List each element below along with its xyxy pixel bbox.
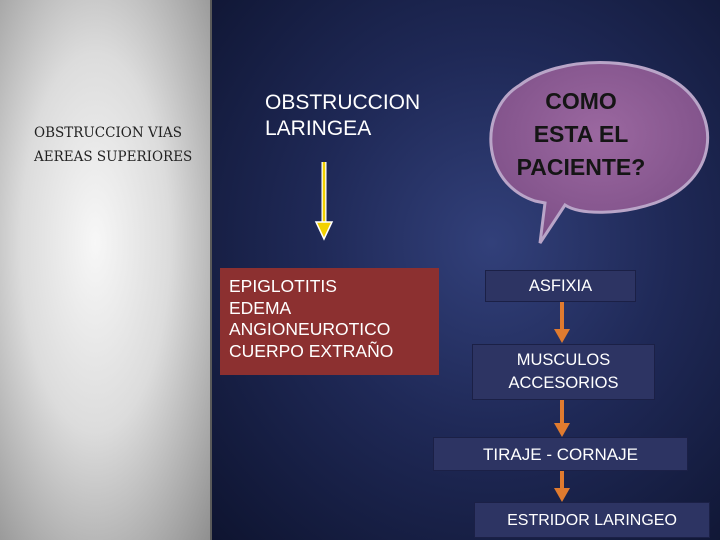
main-heading-line2: LARINGEA (265, 117, 372, 140)
callout-line2: ESTA EL (533, 121, 629, 147)
left-title-line1: OBSTRUCCION VIAS (34, 125, 183, 141)
callout-line3: PACIENTE? (516, 154, 646, 180)
down-arrow-icon (553, 471, 571, 503)
down-arrow-icon (553, 400, 571, 438)
down-arrow-icon (314, 162, 334, 242)
cause-item: CUERPO EXTRAÑO (229, 340, 394, 361)
main-heading (265, 90, 420, 142)
flow-step-musculos-line2: ACCESORIOS (508, 374, 619, 392)
callout-text (487, 85, 675, 184)
cause-item: EDEMA (229, 297, 292, 318)
left-title (34, 121, 209, 169)
flow-step-musculos (472, 344, 655, 400)
down-arrow-icon (553, 302, 571, 344)
flow-step-musculos-line1: MUSCULOS (516, 351, 611, 369)
left-title-line2: AEREAS SUPERIORES (34, 149, 193, 165)
left-panel (0, 0, 212, 540)
cause-item: ANGIONEUROTICO (229, 319, 391, 339)
flow-step-asfixia: ASFIXIA (485, 270, 636, 302)
callout-line1: COMO (545, 88, 617, 114)
main-heading-line1: OBSTRUCCION (265, 91, 421, 114)
flow-step-tiraje: TIRAJE - CORNAJE (433, 437, 688, 471)
causes-box (220, 268, 439, 375)
flow-step-estridor: ESTRIDOR LARINGEO (474, 502, 710, 538)
cause-item: EPIGLOTITIS (229, 276, 337, 296)
